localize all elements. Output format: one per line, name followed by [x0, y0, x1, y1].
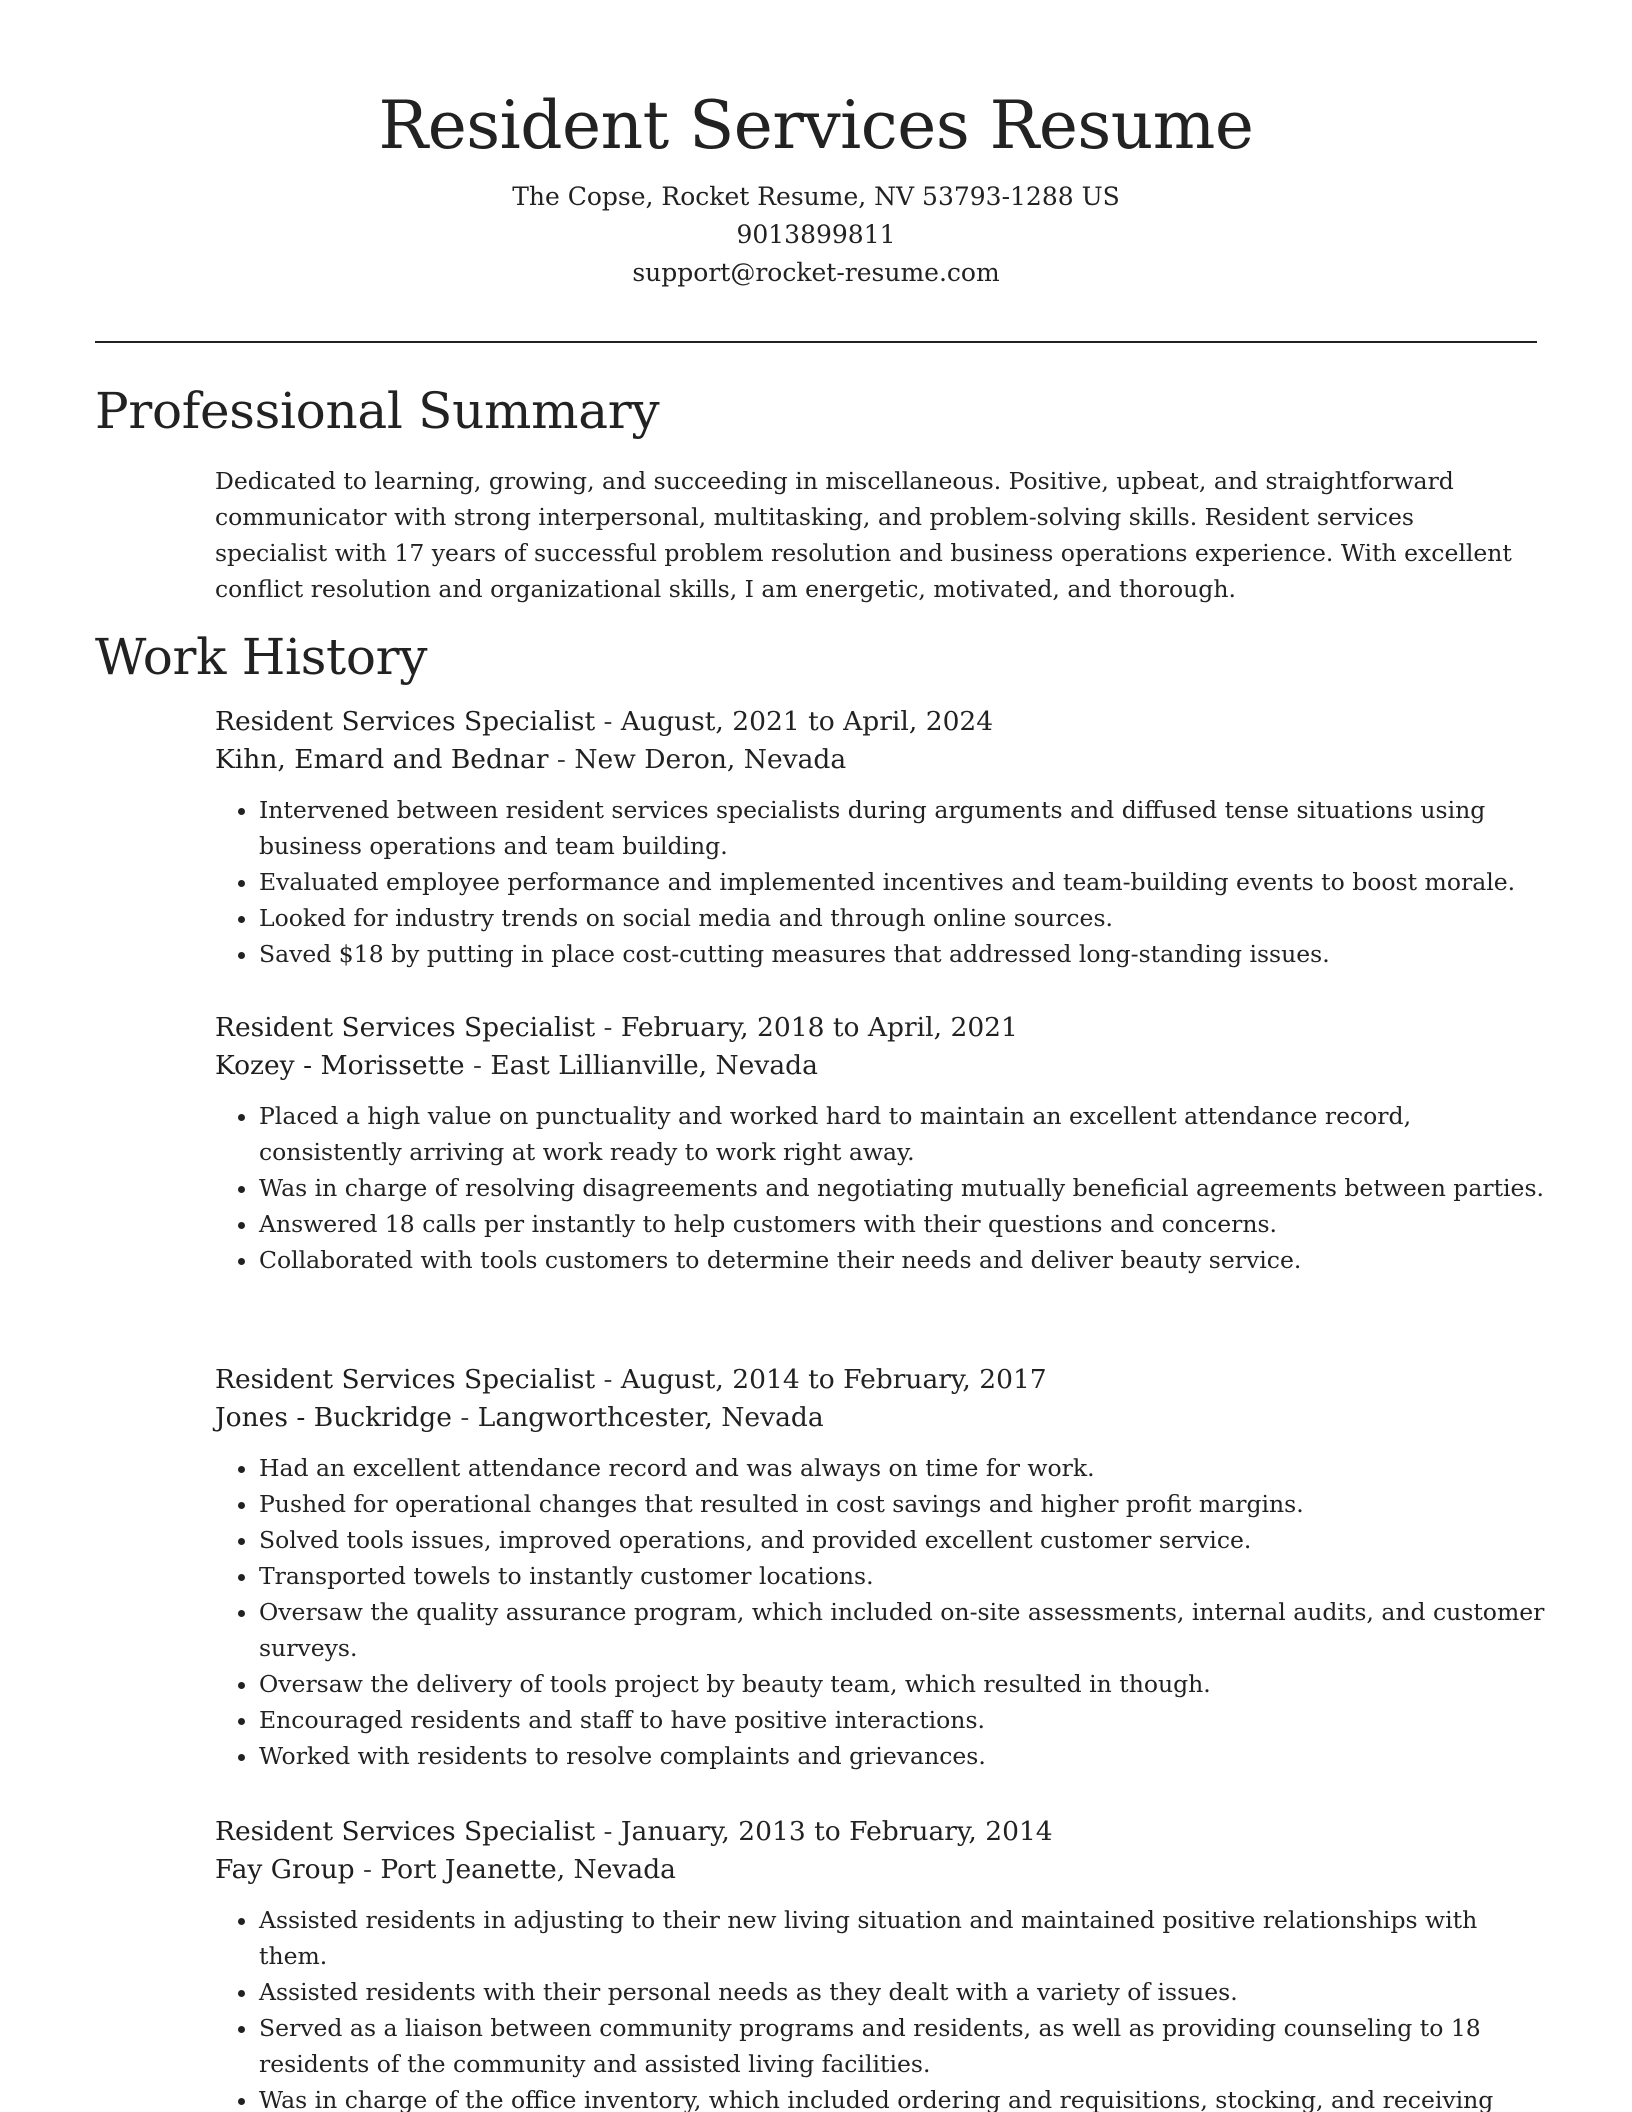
job-title: Resident Services Specialist — [215, 1816, 596, 1847]
job-location: East Lillianville, Nevada — [490, 1050, 818, 1081]
job-title-line — [215, 703, 1545, 741]
job-bullets — [215, 792, 1545, 972]
job-entry — [215, 1361, 1545, 1774]
job-bullet: • Encouraged residents and staff to have positive interactions. — [259, 1702, 1545, 1738]
job-separator: - — [595, 1816, 621, 1847]
job-title-line — [215, 1361, 1545, 1399]
job-title-line — [215, 1813, 1545, 1851]
job-bullet: • Placed a high value on punctuality and worked hard to maintain an excellent attendance record, consistently arriving at work ready to work right away. — [259, 1098, 1545, 1170]
job-location: Langworthcester, Nevada — [477, 1402, 824, 1433]
job-bullets — [215, 1450, 1545, 1774]
job-company-line — [215, 1047, 1545, 1085]
job-company: Jones - Buckridge — [215, 1402, 452, 1433]
job-dates: February, 2018 to April, 2021 — [620, 1012, 1018, 1043]
job-separator: - — [595, 706, 621, 737]
job-bullet: • Oversaw the delivery of tools project by beauty team, which resulted in though. — [259, 1666, 1545, 1702]
contact-phone: 9013899811 — [736, 220, 896, 249]
job-bullet: • Saved $18 by putting in place cost-cutting measures that addressed long-standing issues. — [259, 936, 1545, 972]
job-location: Port Jeanette, Nevada — [380, 1854, 676, 1885]
job-separator: - — [451, 1402, 478, 1433]
contact-email: support@rocket-resume.com — [632, 258, 1000, 287]
job-title: Resident Services Specialist — [215, 1012, 596, 1043]
job-bullets — [215, 1098, 1545, 1278]
job-title: Resident Services Specialist — [215, 706, 596, 737]
job-separator: - — [595, 1012, 621, 1043]
summary-text: Dedicated to learning, growing, and succeeding in miscellaneous. Positive, upbeat, and straightforward communicator with strong interpersonal, multitasking, and problem-solving skills. Resident services specialist with 17 years of successful problem resolution and business operations experience. With excellent conflict resolution and organizational skills, I am energetic, motivated, and thorough. — [215, 467, 1512, 603]
job-company: Kozey - Morissette — [215, 1050, 465, 1081]
job-entry — [215, 1009, 1545, 1278]
job-company: Fay Group — [215, 1854, 355, 1885]
contact-block — [0, 178, 1632, 292]
job-bullet: • Pushed for operational changes that resulted in cost savings and higher profit margins. — [259, 1486, 1545, 1522]
job-bullet: • Solved tools issues, improved operations, and provided excellent customer service. — [259, 1522, 1545, 1558]
job-bullets — [215, 1902, 1545, 2112]
work-history-heading: Work History — [95, 628, 428, 686]
job-company-line — [215, 1399, 1545, 1437]
job-separator: - — [464, 1050, 491, 1081]
job-bullet: • Was in charge of the office inventory, which included ordering and requisitions, stocking, and receiving — [259, 2082, 1545, 2112]
job-bullet: • Answered 18 calls per instantly to help customers with their questions and concerns. — [259, 1206, 1545, 1242]
job-separator: - — [354, 1854, 381, 1885]
job-bullet: • Looked for industry trends on social media and through online sources. — [259, 900, 1545, 936]
job-bullet: • Had an excellent attendance record and was always on time for work. — [259, 1450, 1545, 1486]
job-company: Kihn, Emard and Bednar — [215, 744, 549, 775]
job-bullet: • Collaborated with tools customers to determine their needs and deliver beauty service. — [259, 1242, 1545, 1278]
job-separator: - — [548, 744, 575, 775]
job-separator: - — [595, 1364, 621, 1395]
job-bullet: • Was in charge of resolving disagreements and negotiating mutually beneficial agreements between parties. — [259, 1170, 1545, 1206]
job-company-line — [215, 741, 1545, 779]
resume-header — [0, 80, 1632, 292]
job-dates: January, 2013 to February, 2014 — [620, 1816, 1053, 1847]
summary-heading: Professional Summary — [95, 382, 660, 440]
job-bullet: • Evaluated employee performance and implemented incentives and team-building events to boost morale. — [259, 864, 1545, 900]
job-dates: August, 2021 to April, 2024 — [620, 706, 994, 737]
job-bullet: • Worked with residents to resolve complaints and grievances. — [259, 1738, 1545, 1774]
resume-title: Resident Services Resume — [378, 87, 1254, 164]
job-bullet: • Assisted residents with their personal needs as they dealt with a variety of issues. — [259, 1974, 1545, 2010]
header-divider — [95, 341, 1537, 343]
job-location: New Deron, Nevada — [574, 744, 847, 775]
job-bullet: • Transported towels to instantly customer locations. — [259, 1558, 1545, 1594]
job-title-line — [215, 1009, 1545, 1047]
job-company-line — [215, 1851, 1545, 1889]
contact-address: The Copse, Rocket Resume, NV 53793-1288 US — [512, 182, 1120, 211]
job-bullet: • Assisted residents in adjusting to their new living situation and maintained positive relationships with them. — [259, 1902, 1545, 1974]
job-entry — [215, 1813, 1545, 2112]
job-entry — [215, 703, 1545, 972]
job-title: Resident Services Specialist — [215, 1364, 596, 1395]
job-bullet: • Intervened between resident services specialists during arguments and diffused tense situations using business operations and team building. — [259, 792, 1545, 864]
job-dates: August, 2014 to February, 2017 — [620, 1364, 1047, 1395]
job-bullet: • Oversaw the quality assurance program, which included on-site assessments, internal audits, and customer surveys. — [259, 1594, 1545, 1666]
job-bullet: • Served as a liaison between community programs and residents, as well as providing counseling to 18 residents of the community and assisted living facilities. — [259, 2010, 1545, 2082]
